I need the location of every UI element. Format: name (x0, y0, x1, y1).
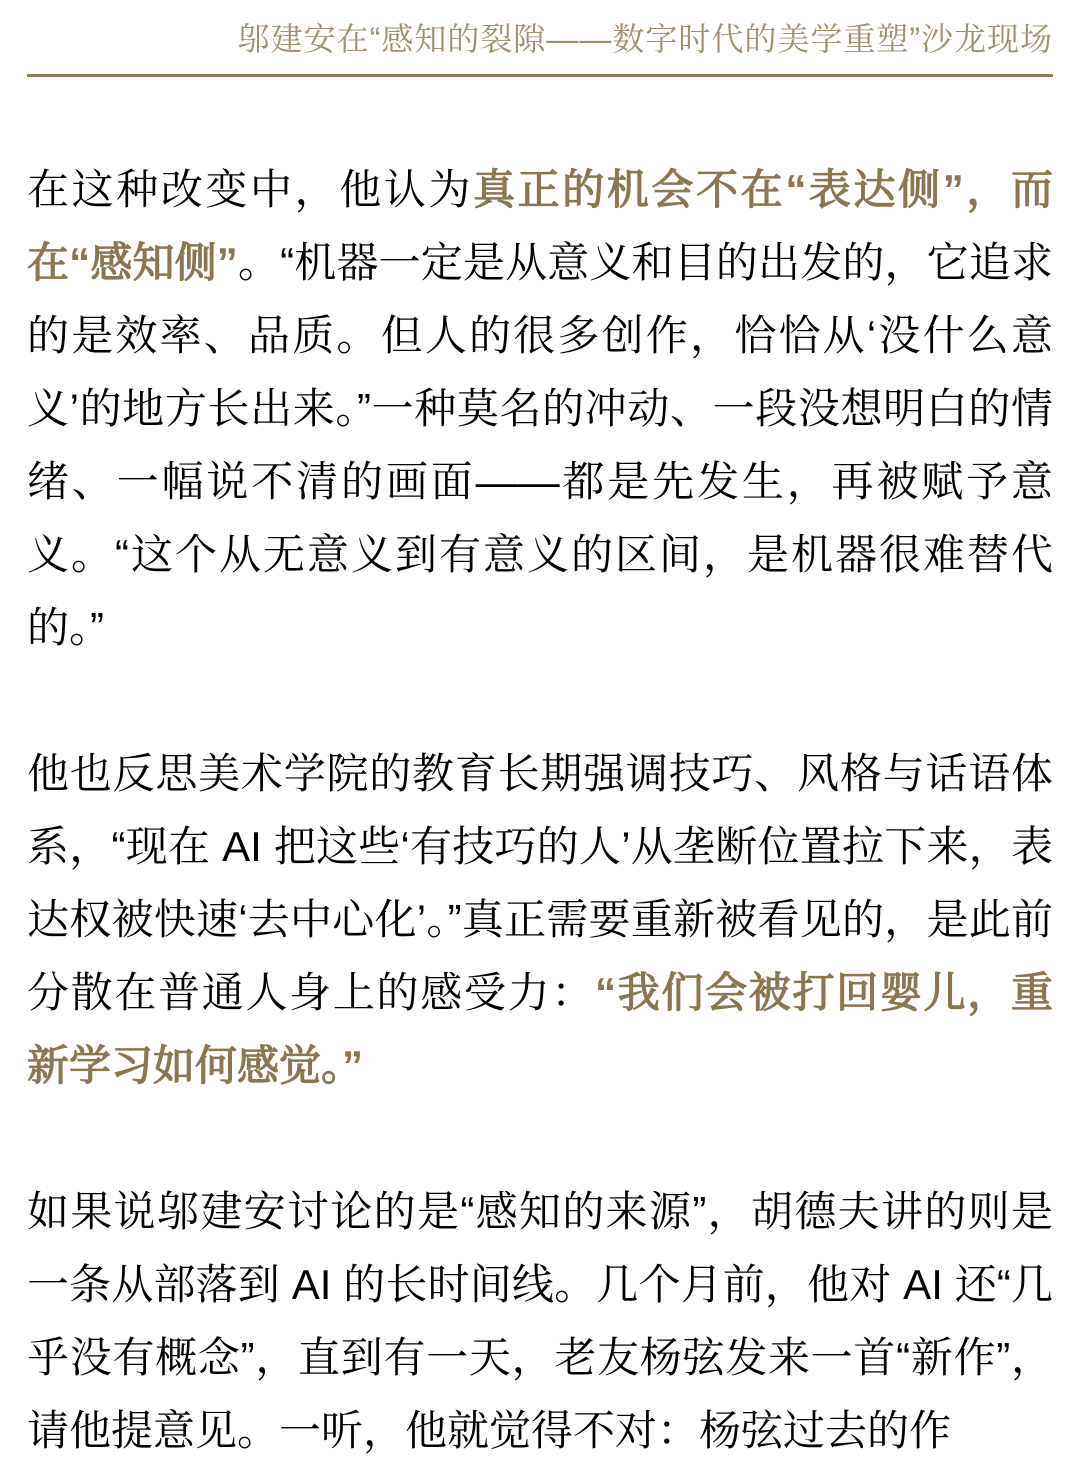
caption-divider (27, 74, 1053, 77)
highlight-segment: “我们会被打回婴儿，重新学习如何感觉。” (27, 969, 1053, 1089)
paragraph-2 (27, 737, 1053, 1102)
text-segment: 他也反思美术学院的教育长期强调技巧、风格与话语体系，“现在 AI 把这些‘有技巧的人’从垄断位置拉下来，表达权被快速‘去中心化’。”真正需要重新被看见的，是此前分散在普通人身上的感受力： (27, 750, 1053, 1016)
paragraph-3 (27, 1175, 1053, 1467)
text-segment: 在这种改变中，他认为 (27, 166, 474, 213)
text-segment: 。“机器一定是从意义和目的出发的，它追求的是效率、品质。但人的很多创作，恰恰从‘没什么意义’的地方长出来。”一种莫名的冲动、一段没想明白的情绪、一幅说不清的画面——都是先发生，再被赋予意义。“这个从无意义到有意义的区间，是机器很难替代的。” (27, 239, 1053, 651)
image-caption: 邬建安在“感知的裂隙——数字时代的美学重塑”沙龙现场 (237, 21, 1053, 57)
article-body (27, 153, 1053, 1467)
text-segment: 如果说邬建安讨论的是“感知的来源”，胡德夫讲的则是一条从部落到 AI 的长时间线。几个月前，他对 AI 还“几乎没有概念”，直到有一天，老友杨弦发来一首“新作”，请他提意见。一听，他就觉得不对：杨弦过去的作 (27, 1188, 1053, 1454)
highlight-segment: 真正的机会不在“表达侧”，而在“感知侧” (27, 166, 1053, 286)
paragraph-1 (27, 153, 1053, 664)
